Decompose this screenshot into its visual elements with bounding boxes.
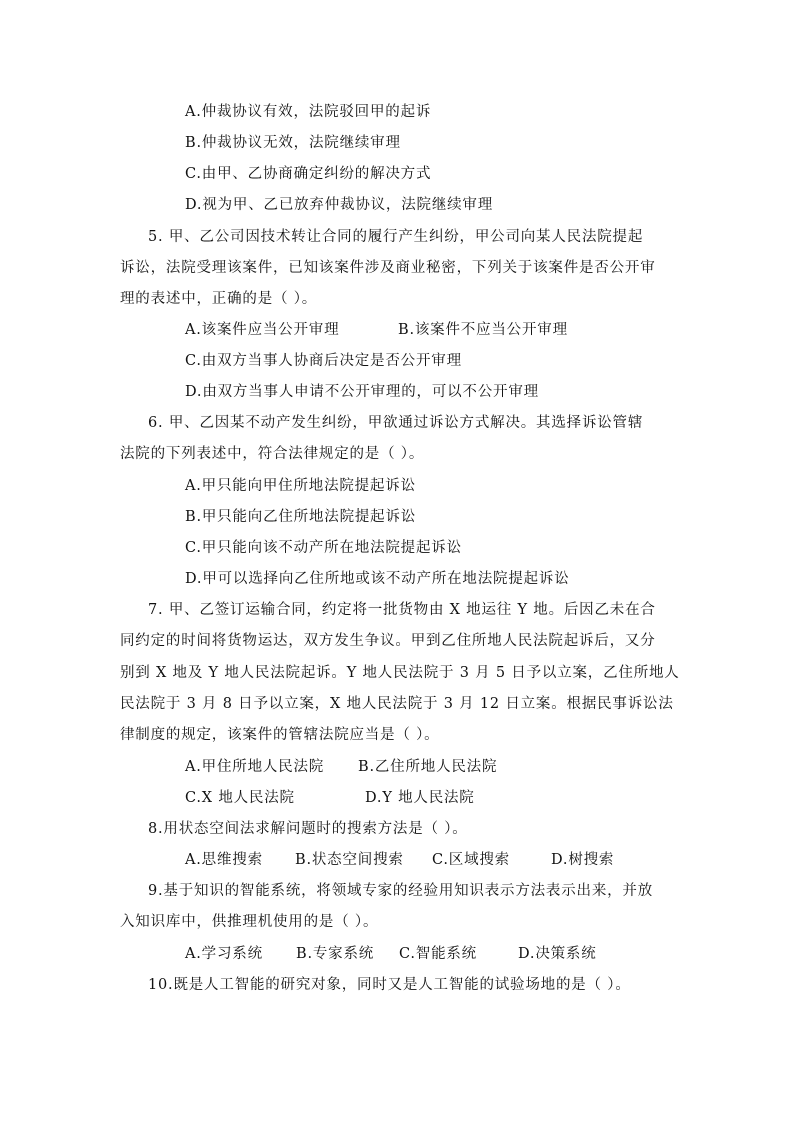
q8-stem: 8.用状态空间法求解问题时的搜索方法是（ ）。 xyxy=(148,821,468,837)
q6-option-b: B.甲只能向乙住所地法院提起诉讼 xyxy=(185,509,417,525)
q7-stem-line-3: 别到 X 地及 Y 地人民法院起诉。Y 地人民法院于 3 月 5 日予以立案，乙住所地人 xyxy=(120,665,680,681)
q9-stem-line-2: 入知识库中，供推理机使用的是（ ）。 xyxy=(120,914,379,930)
q7-option-c: C.X 地人民法院 xyxy=(185,790,295,806)
q8-option-c: C.区域搜索 xyxy=(432,852,510,868)
q9-option-c: C.智能系统 xyxy=(399,946,477,962)
q7-option-a: A.甲住所地人民法院 xyxy=(185,759,325,775)
q7-option-d: D.Y 地人民法院 xyxy=(365,790,475,806)
q9-option-a: A.学习系统 xyxy=(185,946,263,962)
q5-option-c: C.由双方当事人协商后决定是否公开审理 xyxy=(185,353,462,369)
q6-option-c: C.甲只能向该不动产所在地法院提起诉讼 xyxy=(185,540,462,556)
q8-option-d: D.树搜索 xyxy=(551,852,615,868)
q6-option-a: A.甲只能向甲住所地法院提起诉讼 xyxy=(185,478,416,494)
q6-stem-line-1: 6. 甲、乙因某不动产发生纠纷，甲欲通过诉讼方式解决。其选择诉讼管辖 xyxy=(148,415,644,431)
q7-stem-line-4: 民法院于 3 月 8 日予以立案，X 地人民法院于 3 月 12 日立案。根据民事诉讼法 xyxy=(120,696,674,712)
q4-option-a: A.仲裁协议有效，法院驳回甲的起诉 xyxy=(185,104,432,120)
q7-stem-line-5: 律制度的规定，该案件的管辖法院应当是（ ）。 xyxy=(120,727,440,743)
q9-option-b: B.专家系统 xyxy=(296,946,375,962)
q9-stem-line-1: 9.基于知识的智能系统，将领域专家的经验用知识表示方法表示出来，并放 xyxy=(148,883,654,899)
q7-option-b: B.乙住所地人民法院 xyxy=(358,759,498,775)
q8-option-a: A.思维搜索 xyxy=(185,852,263,868)
q4-option-c: C.由甲、乙协商确定纠纷的解决方式 xyxy=(185,166,432,182)
q4-option-d: D.视为甲、乙已放弃仲裁协议，法院继续审理 xyxy=(185,197,494,213)
q9-option-d: D.决策系统 xyxy=(518,946,597,962)
q7-stem-line-2: 同约定的时间将货物运达，双方发生争议。甲到乙住所地人民法院起诉后，又分 xyxy=(120,633,656,649)
q8-option-b: B.状态空间搜索 xyxy=(295,852,404,868)
q5-stem-line-1: 5. 甲、乙公司因技术转让合同的履行产生纠纷，甲公司向某人民法院提起 xyxy=(148,229,644,245)
q5-option-d: D.由双方当事人申请不公开审理的，可以不公开审理 xyxy=(185,384,539,400)
q4-option-b: B.仲裁协议无效，法院继续审理 xyxy=(185,135,401,151)
q5-option-a: A.该案件应当公开审理 xyxy=(185,322,340,338)
q6-option-d: D.甲可以选择向乙住所地或该不动产所在地法院提起诉讼 xyxy=(185,571,570,587)
q10-stem: 10.既是人工智能的研究对象，同时又是人工智能的试验场地的是（ ）。 xyxy=(148,977,631,993)
q5-option-b: B.该案件不应当公开审理 xyxy=(398,322,568,338)
q5-stem-line-2: 诉讼，法院受理该案件，已知该案件涉及商业秘密，下列关于该案件是否公开审 xyxy=(120,260,656,276)
q6-stem-line-2: 法院的下列表述中，符合法律规定的是（ ）。 xyxy=(120,446,425,462)
q7-stem-line-1: 7. 甲、乙签订运输合同，约定将一批货物由 X 地运往 Y 地。后因乙未在合 xyxy=(148,602,656,618)
q5-stem-line-3: 理的表述中，正确的是（ ）。 xyxy=(120,291,318,307)
